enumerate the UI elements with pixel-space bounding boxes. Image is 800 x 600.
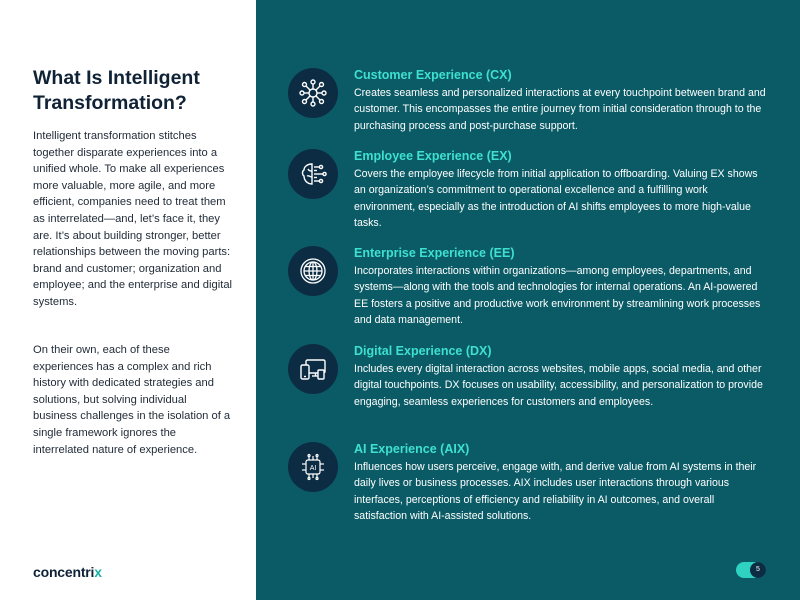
section-body: Includes every digital interaction across websites, mobile apps, social media, and other digital touchpoints. DX focuses on usability, accessibility, and personalization to provide engaging, seamless experiences for customers and employees.: [354, 363, 763, 408]
page-number: 5: [750, 562, 766, 578]
second-paragraph: On their own, each of these experiences has a complex and rich history with dedicated strategies and solutions, but solving individual business challenges in the isolation of a single framework ignores the interrelated nature of experience.: [33, 344, 231, 456]
left-panel: [0, 0, 256, 600]
page-title: What Is Intelligent Transformation?: [33, 67, 200, 114]
ai-chip-label: AI: [309, 465, 317, 472]
logo-x: x: [94, 564, 102, 580]
network-nodes-icon: [288, 68, 338, 118]
page-indicator: [736, 562, 766, 578]
section-title: AI Experience (AIX): [354, 442, 470, 456]
devices-icon: [288, 344, 338, 394]
concentrix-logo: [33, 564, 102, 580]
globe-icon: [288, 246, 338, 296]
section-body: Covers the employee lifecycle from initial application to offboarding. Valuing EX shows an organization’s commitment to operational excellence and a fulfilling work environment, especially as the introduction of AI shifts employees to more high-value tasks.: [354, 168, 758, 230]
section-title: Digital Experience (DX): [354, 344, 492, 358]
section-body: Incorporates interactions within organizations—among employees, departments, and systems—along with the tools and technologies for internal operations. An AI-powered EE fosters a positive and productive work environment by streamlining work processes and data management.: [354, 265, 761, 327]
ai-chip-icon: [288, 442, 338, 492]
section-title: Employee Experience (EX): [354, 149, 512, 163]
brain-circuit-icon: [288, 149, 338, 199]
logo-text: concentri: [33, 564, 95, 580]
intro-paragraph: Intelligent transformation stitches together disparate experiences into a unified whole. To make all experiences more valuable, more agile, and more efficient, companies need to treat them as interrelated—and, let’s face it, they are. It’s about building stronger, better relationships between the moving parts: brand and customer; organization and employee; and the enterprise and digital systems.: [33, 130, 233, 308]
section-body: Creates seamless and personalized interactions at every touchpoint between brand and customer. This encompasses the entire journey from initial consideration through to the purchasing process and post-purchase support.: [354, 87, 766, 132]
section-title: Enterprise Experience (EE): [354, 246, 515, 260]
section-title: Customer Experience (CX): [354, 68, 512, 82]
section-body: Influences how users perceive, engage with, and derive value from AI systems in their daily lives or business processes. AIX includes user interactions through various interfaces, perceptions of efficiency and reliability in AI outcomes, and overall satisfaction with AI-assisted solutions.: [354, 461, 757, 523]
